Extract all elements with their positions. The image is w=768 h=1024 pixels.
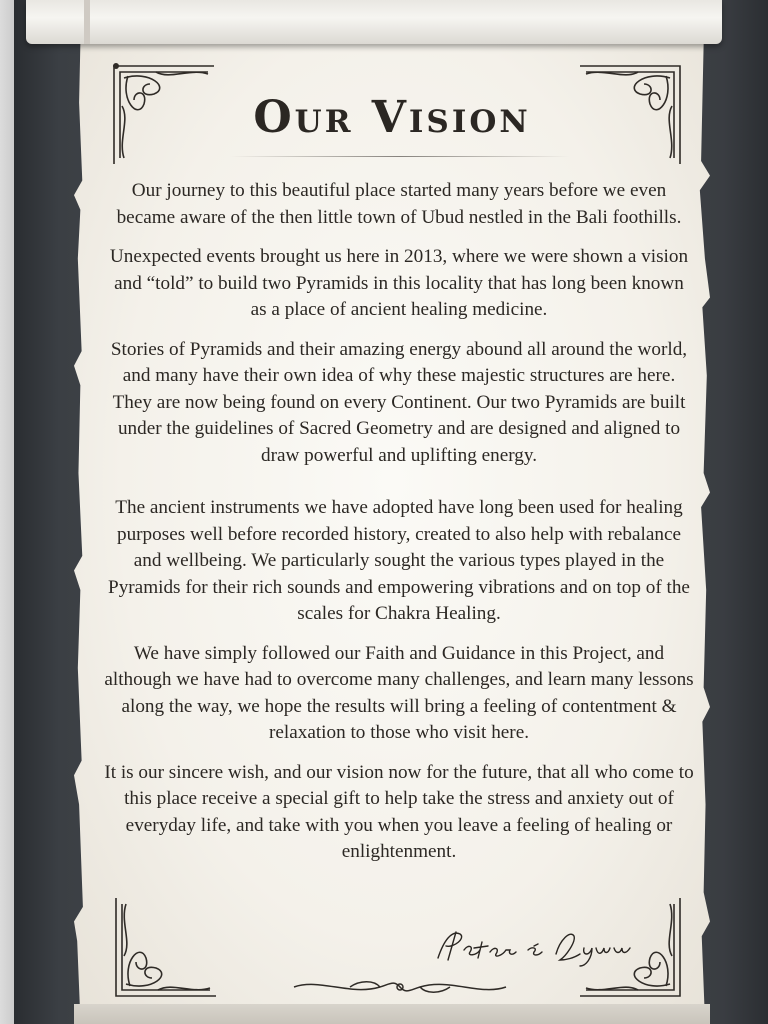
- scroll-bottom-edge: [74, 1004, 710, 1024]
- corner-ornament-bottom-left-icon: [112, 896, 222, 1002]
- paragraph-pyramids: Stories of Pyramids and their amazing energy abound all around the world, and many have their own idea of why these majestic structures are here. They are now being found on every Continent. Our two Pyramids are built under the guidelines of Sacred Geometry and are designed and aligned to draw powerful and uplifting energy.: [110, 338, 688, 466]
- paragraph-events: Unexpected events brought us here in 2013, where we were shown a vision and “told” to build two Pyramids in this locality that has long been known as a place of ancient healing medicine.: [109, 246, 689, 320]
- paragraph-journey: Our journey to this beautiful place started many years before we even became aware of the then little town of Ubud nestled in the Bali foothills.: [116, 180, 682, 228]
- paragraph-wish: It is our sincere wish, and our vision now for the future, that all who come to this place receive a special gift to help take the stress and anxiety out of everyday life, and take with you when you leave a feeling of healing or enlightenment.: [104, 761, 694, 862]
- signature-image: [434, 920, 634, 970]
- vision-body: [104, 178, 694, 879]
- title-divider: [230, 156, 570, 157]
- page-title: Our Vision: [253, 92, 531, 143]
- bottom-flourish-icon: [290, 976, 510, 998]
- paragraph-faith: We have simply followed our Faith and Guidance in this Project, and although we have had to overcome many challenges, and learn many lessons along the way, we hope the results will bring a feeling of contentment & relaxation to those who visit here.: [104, 642, 694, 743]
- paragraph-instruments: The ancient instruments we have adopted have long been used for healing purposes well before recorded history, created to also help with rebalance and wellbeing. We particularly sought the various types played in the Pyramids for their rich sounds and empowering vibrations and on top of the scales for Chakra Healing.: [108, 497, 690, 624]
- scroll-roll-seam: [84, 0, 90, 44]
- ornament-dot: [113, 63, 119, 69]
- scroll-top-roll: [26, 0, 722, 44]
